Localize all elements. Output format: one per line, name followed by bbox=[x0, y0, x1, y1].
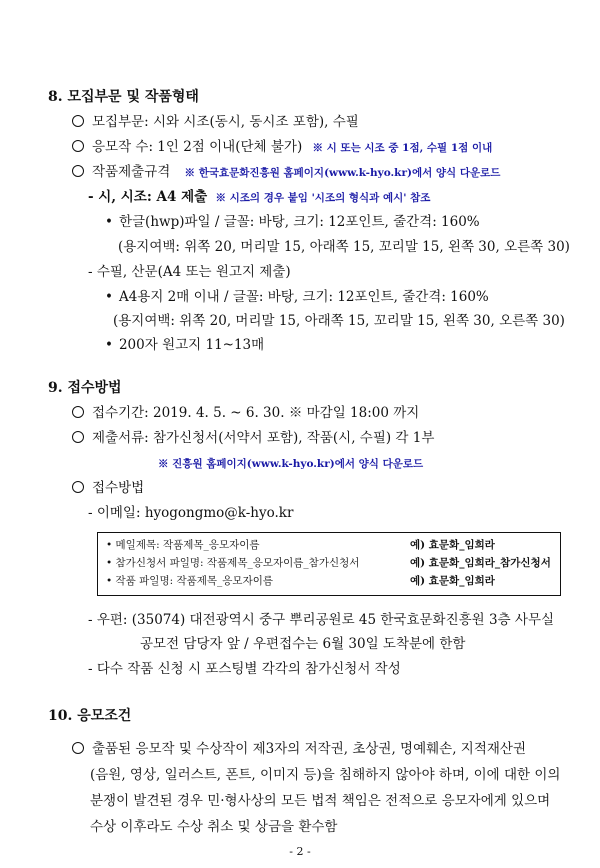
s8-line-10: • 200자 원고지 11~13매 bbox=[105, 337, 265, 353]
s8-line-7: - 수필, 산문(A4 또는 원고지 제출) bbox=[88, 264, 291, 280]
section-8-heading: 8. 모집부문 및 작품형태 bbox=[48, 89, 199, 105]
s9-line-2: 제출서류: 참가신청서(서약서 포함), 작품(시, 수필) 각 1부 bbox=[72, 429, 434, 447]
s9-post-line-1: - 우편: (35074) 대전광역시 중구 뿌리공원로 45 한국효문화진흥원 3층 사무실 bbox=[88, 612, 555, 628]
s8-line-3: 작품제출규격 ※ 한국효문화진흥원 홈페이지(www.k-hyo.kr)에서 양식 다운로드 bbox=[72, 163, 500, 182]
dot-bullet-icon: • bbox=[105, 289, 113, 305]
box-row-2-left: • 참가신청서 파일명: 작품제목_응모자이름_참가신청서 bbox=[106, 557, 360, 569]
dot-bullet-icon: • bbox=[105, 214, 113, 230]
section-9-heading: 9. 접수방법 bbox=[48, 380, 122, 396]
s9-note: ※ 진흥원 홈페이지(www.k-hyo.kr)에서 양식 다운로드 bbox=[158, 458, 424, 470]
note: ※ 시 또는 시조 중 1점, 수필 1점 이내 bbox=[312, 142, 493, 154]
dot-bullet-icon: • bbox=[105, 337, 113, 353]
email-format-box bbox=[97, 532, 561, 596]
s9-post-line-2: 공모전 담당자 앞 / 우편접수는 6월 30일 도착분에 한함 bbox=[140, 636, 466, 652]
s8-line-6: (용지여백: 위쪽 20, 머리말 15, 아래쪽 15, 꼬리말 15, 왼쪽 30, 오른쪽 30) bbox=[118, 239, 570, 255]
s8-line-2: 응모작 수: 1인 2점 이내(단체 불가) ※ 시 또는 시조 중 1점, 수필 1점 이내 bbox=[72, 138, 492, 157]
page-number: - 2 - bbox=[289, 845, 311, 858]
s8-line-4: - 시, 시조: A4 제출 ※ 시조의 경우 붙임 '시조의 형식과 예시' 참조 bbox=[88, 189, 431, 205]
box-row-2-right: 예) 효문화_임희라_참가신청서 bbox=[410, 557, 551, 569]
s10-line-2: (음원, 영상, 일러스트, 폰트, 이미지 등)을 침해하지 않아야 하며, 이에 대한 이의 bbox=[90, 767, 561, 783]
s10-line-3: 분쟁이 발견된 경우 민·형사상의 모든 법적 책임은 전적으로 응모자에게 있으며 bbox=[90, 793, 551, 809]
box-row-3-left: • 작품 파일명: 작품제목_응모자이름 bbox=[106, 575, 273, 587]
circle-bullet-icon bbox=[72, 742, 84, 754]
circle-bullet-icon bbox=[72, 406, 84, 418]
box-row-1-right: 예) 효문화_임희라 bbox=[410, 539, 495, 551]
section-10-heading: 10. 응모조건 bbox=[48, 708, 132, 724]
s10-line-4: 수상 이후라도 수상 취소 및 상금을 환수함 bbox=[90, 819, 338, 835]
s8-line-9: (용지여백: 위쪽 20, 머리말 15, 아래쪽 15, 꼬리말 15, 왼쪽 30, 오른쪽 30) bbox=[113, 313, 565, 329]
box-row-1-left: • 메일제목: 작품제목_응모자이름 bbox=[106, 539, 260, 551]
box-row-3-right: 예) 효문화_임희라 bbox=[410, 575, 495, 587]
s9-line-multi: - 다수 작품 신청 시 포스팅별 각각의 참가신청서 작성 bbox=[88, 661, 401, 677]
s9-email-line: - 이메일: hyogongmo@k-hyo.kr bbox=[88, 505, 294, 521]
circle-bullet-icon bbox=[72, 115, 84, 127]
s9-line-3: 접수방법 bbox=[72, 479, 144, 497]
circle-bullet-icon bbox=[72, 140, 84, 152]
circle-bullet-icon bbox=[72, 165, 84, 177]
s8-line-8: • A4용지 2매 이내 / 글꼴: 바탕, 크기: 12포인트, 줄간격: 160% bbox=[105, 289, 489, 305]
note: ※ 한국효문화진흥원 홈페이지(www.k-hyo.kr)에서 양식 다운로드 bbox=[184, 167, 501, 179]
s8-line-5: • 한글(hwp)파일 / 글꼴: 바탕, 크기: 12포인트, 줄간격: 160% bbox=[105, 214, 480, 230]
circle-bullet-icon bbox=[72, 481, 84, 493]
circle-bullet-icon bbox=[72, 431, 84, 443]
note: ※ 시조의 경우 붙임 '시조의 형식과 예시' 참조 bbox=[215, 192, 431, 204]
s8-line-1: 모집부문: 시와 시조(동시, 동시조 포함), 수필 bbox=[72, 113, 359, 131]
s10-line-1: 출품된 응모작 및 수상작이 제3자의 저작권, 초상권, 명예훼손, 지적재산권 bbox=[72, 740, 526, 758]
s9-line-1: 접수기간: 2019. 4. 5. ~ 6. 30. ※ 마감일 18:00 까지 bbox=[72, 404, 419, 422]
